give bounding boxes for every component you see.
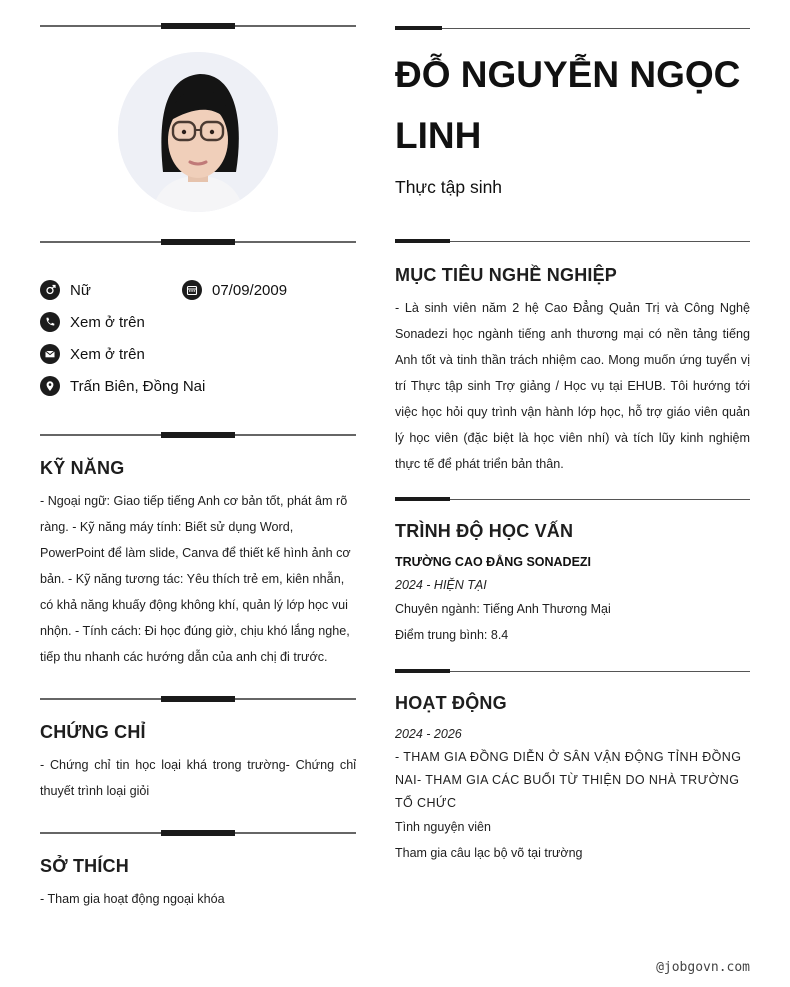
activities-role: Tình nguyện viên <box>395 820 491 834</box>
education-gpa: Điểm trung bình: 8.4 <box>395 628 509 642</box>
email-value: Xem ở trên <box>70 345 145 363</box>
divider <box>40 695 356 703</box>
mail-icon <box>40 344 60 364</box>
objective-text: - Là sinh viên năm 2 hệ Cao Đẳng Quản Trị và Công Nghệ Sonadezi học ngành tiếng anh thương mại có nền tảng tiếng Anh tốt và tinh thần trách nhiệm cao. Mong muốn ứng tuyển vị trí Thực tập sinh Trợ giảng / Học vụ tại EHUB. Tôi hướng tới việc học hỏi quy trình vận hành lớp học, hỗ trợ giáo viên quản lý học viên (đặc biệt là học viên nhí) và tích lũy kinh nghiệm thực tế để phát triển bản thân. <box>395 301 750 471</box>
hobbies-title: SỞ THÍCH <box>40 856 129 876</box>
certificates-text: - Chứng chỉ tin học loại khá trong trường- Chứng chỉ thuyết trình loại giỏi <box>40 758 356 798</box>
phone-value: Xem ở trên <box>70 313 145 331</box>
divider <box>395 26 750 34</box>
education-major: Chuyên ngành: Tiếng Anh Thương Mại <box>395 602 611 616</box>
gender-row <box>40 280 91 300</box>
candidate-name: ĐỖ NGUYỄN NGỌC LINH <box>395 54 741 156</box>
gender-value: Nữ <box>70 281 91 299</box>
education-period: 2024 - HIỆN TẠI <box>395 578 487 592</box>
activities-extra: Tham gia câu lạc bộ võ tại trường <box>395 846 583 860</box>
phone-icon <box>40 312 60 332</box>
address-row <box>40 376 205 396</box>
school-name: TRƯỜNG CAO ĐẲNG SONADEZI <box>395 555 592 569</box>
certificates-title: CHỨNG CHỈ <box>40 722 146 742</box>
calendar-icon <box>182 280 202 300</box>
job-title: Thực tập sinh <box>395 177 503 197</box>
divider <box>40 22 356 30</box>
phone-row <box>40 312 145 332</box>
avatar <box>118 52 278 212</box>
skills-text: - Ngoại ngữ: Giao tiếp tiếng Anh cơ bản tốt, phát âm rõ ràng. - Kỹ năng máy tính: Biết sử dụng Word, PowerPoint để làm slide, Canva để thiết kế hình ảnh cơ bản. - Kỹ năng tương tác: Yêu thích trẻ em, kiên nhẫn, có khả năng khuấy động không khí, quản lý lớp học vui nhộn. - Tính cách: Đi học đúng giờ, chịu khó lắng nghe, tiếp thu nhanh các hướng dẫn của anh chị đi trước. <box>40 494 351 664</box>
gender-icon <box>40 280 60 300</box>
divider <box>395 239 750 247</box>
education-title: TRÌNH ĐỘ HỌC VẤN <box>395 521 574 541</box>
divider <box>40 431 356 439</box>
location-pin-icon <box>40 376 60 396</box>
hobbies-text: - Tham gia hoạt động ngoại khóa <box>40 892 225 906</box>
activities-description: - THAM GIA ĐỒNG DIỄN Ở SÂN VẬN ĐỘNG TỈNH ĐỒNG NAI- THAM GIA CÁC BUỔI TỪ THIỆN DO NHÀ TRƯỜNG TỔ CHỨC <box>395 750 742 810</box>
footer-watermark: @jobgovn.com <box>656 960 750 975</box>
skills-title: KỸ NĂNG <box>40 458 125 478</box>
divider <box>395 497 750 505</box>
objective-title: MỤC TIÊU NGHỀ NGHIỆP <box>395 265 618 285</box>
email-row <box>40 344 145 364</box>
divider <box>40 829 356 837</box>
activities-period: 2024 - 2026 <box>395 727 462 741</box>
divider <box>40 238 356 246</box>
divider <box>395 669 750 677</box>
birthday-value: 07/09/2009 <box>212 281 288 299</box>
activities-title: HOẠT ĐỘNG <box>395 693 507 713</box>
birthday-row <box>182 280 287 300</box>
address-value: Trấn Biên, Đồng Nai <box>70 377 206 395</box>
